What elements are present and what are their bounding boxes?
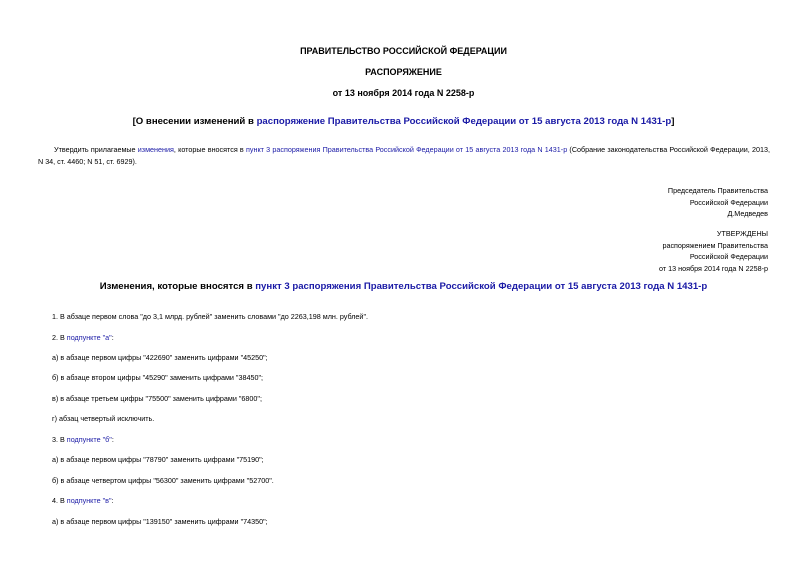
changes-heading	[0, 281, 807, 292]
item-4	[52, 496, 114, 505]
title-prefix: [О внесении изменений в	[132, 116, 257, 127]
government-heading: ПРАВИТЕЛЬСТВО РОССИЙСКОЙ ФЕДЕРАЦИИ	[300, 46, 507, 56]
item-2-suffix: :	[111, 333, 114, 342]
item-2d: г) абзац четвертый исключить.	[52, 414, 155, 423]
item-3-prefix: 3. В	[52, 435, 67, 444]
approval-line-3: Российской Федерации	[689, 252, 768, 261]
subpoint-a-link[interactable]: подпункте "а"	[66, 333, 112, 342]
title-amended-order-link[interactable]: распоряжение Правительства Российской Федерации от 15 августа 2013 года N 1431-р	[256, 116, 672, 127]
item-1: 1. В абзаце первом слова "до 3,1 млрд. рублей" заменить словами "до 2263,198 млн. рублей".	[52, 312, 368, 321]
intro-paragraph	[38, 144, 770, 167]
item-2b: б) в абзаце втором цифры "45290" заменить цифрами "38450";	[52, 373, 264, 382]
item-4a: а) в абзаце первом цифры "139150" заменить цифрами "74350";	[52, 517, 268, 526]
item-4-prefix: 4. В	[52, 496, 67, 505]
item-3a: а) в абзаце первом цифры "78790" заменить цифрами "75190";	[52, 455, 264, 464]
document-type-heading: РАСПОРЯЖЕНИЕ	[365, 67, 442, 77]
item-2-prefix: 2. В	[52, 333, 67, 342]
changes-link[interactable]: изменения	[137, 145, 174, 154]
order-point-link[interactable]: пункт 3 распоряжения Правительства Российской Федерации от 15 августа 2013 года N 1431-р	[245, 145, 568, 154]
approval-line-2: распоряжением Правительства	[662, 240, 768, 250]
item-2	[52, 333, 114, 342]
item-3-suffix: :	[111, 435, 114, 444]
approval-block	[568, 228, 768, 274]
title-suffix: ]	[671, 116, 675, 127]
approval-label: УТВЕРЖДЕНЫ	[716, 229, 768, 238]
changes-heading-prefix: Изменения, которые вносятся в	[99, 281, 256, 292]
document-title	[0, 116, 807, 127]
approval-date: от 13 ноября 2014 года N 2258-р	[659, 263, 768, 273]
document-date-number: от 13 ноября 2014 года N 2258-р	[332, 88, 475, 98]
intro-text-3: (Собрание законодательства Российской Федерации, 2013, N 34, ст. 4460; N 51, ст. 6929).	[38, 145, 771, 166]
intro-text-2: , которые вносятся в	[173, 145, 246, 154]
subpoint-v-link[interactable]: подпункте "в"	[66, 496, 112, 505]
signature-name: Д.Медведев	[727, 209, 768, 218]
item-2a: а) в абзаце первом цифры "422690" заменить цифрами "45250";	[52, 353, 268, 362]
subpoint-b-link[interactable]: подпункте "б"	[66, 435, 112, 444]
item-3	[52, 435, 114, 444]
item-4-suffix: :	[111, 496, 114, 505]
item-2c: в) в абзаце третьем цифры "75500" заменить цифрами "6800";	[52, 394, 262, 403]
intro-text-1: Утвердить прилагаемые	[54, 145, 138, 154]
changes-heading-link[interactable]: пункт 3 распоряжения Правительства Российской Федерации от 15 августа 2013 года N 1431-р	[255, 281, 708, 292]
signature-position: Председатель Правительства	[667, 186, 768, 195]
signature-block	[568, 185, 768, 220]
signature-organization: Российской Федерации	[689, 197, 768, 207]
item-3b: б) в абзаце четвертом цифры "56300" заменить цифрами "52700".	[52, 476, 274, 485]
